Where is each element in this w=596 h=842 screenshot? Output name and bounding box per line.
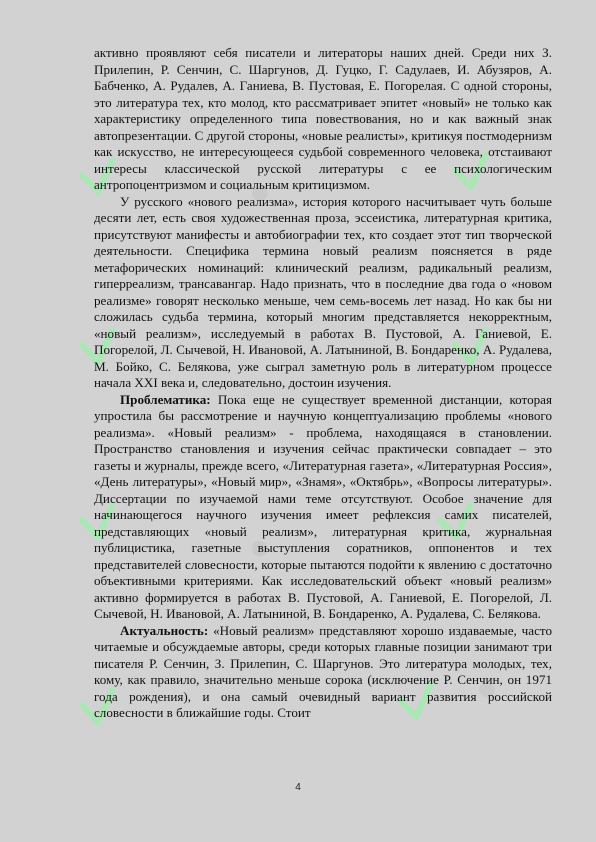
paragraph: У русского «нового реализма», история которого насчитывает чуть больше десяти лет, есть своя художественная проза, эссеистика, литературная критика, присутствуют манифесты и автобиографии тех, кто создает этот тип творческой деятельности. Специфика термина новый реализм поясняется в ряде метафорических номинаций: клинический реализм, радикальный реализм, гиперреализм, трансавангар. Надо признать, что в последние два года о «новом реализме» говорят несколько меньше, чем семь-восемь лет назад. Но как бы ни сложилась судьба термина, который многим представляется некорректным, «новый реализм», исследуемый в работах В. Пустовой, А. Ганиевой, Е. Погорелой, Л. Сычевой, Н. Ивановой, А. Латыниной, В. Бондаренко, А. Рудалева, М. Бойко, С. Белякова, уже сыграл заметную роль в литературном процессе начала XXI века и, следовательно, достоин изучения. — [94, 193, 552, 390]
paragraph: активно проявляют себя писатели и литераторы наших дней. Среди них З. Прилепин, Р. Сенчин, С. Шаргунов, Д. Гуцко, Г. Садулаев, И. Абузяров, А. Бабченко, А. Рудалев, А. Ганиева, В. Пустовая, Е. Погорелая. С одной стороны, это литература тех, кто молод, кто рассматривает эпитет «новый» не только как характеристику определенного типа повествования, но и как важный знак автопрезентации. С другой стороны, «новые реалисты», критикуя постмодернизм как искусство, не интересующееся судьбой современного человека, отстаивают интересы классической русской литературы с ее психологическим антропоцентризмом и социальным критицизмом. — [94, 45, 552, 192]
watermark-text-mark: • — [234, 518, 285, 579]
watermark-text-mark: • — [234, 163, 285, 224]
section-label-problematics: Проблематика: — [120, 391, 211, 407]
document-body — [94, 45, 552, 722]
paragraph-text: Пока еще не существует временной дистанции, которая упростила бы рассмотрение и научную концептуализацию проблемы «нового реализма». «Новый реализм» - проблема, находящаяся в становлении. Пространство становления и изучения сейчас практически совпадает – это газеты и журналы, прежде всего, «Литературная газета», «Литературная Россия», «День литературы», «Новый мир», «Знамя», «Октябрь», «Вопросы литературы». Диссертации по изучаемой нами теме отсутствуют. Особое значение для начинающегося научного изучения имеет рефлексия самих писателей, представляющих «новый реализм», литературная критика, журнальная публицистика, газетные выступления соратников, оппонентов и тех представителей словесности, которые пытаются подойти к явлению с достаточно объективными критериями. Как исследовательский объект «новый реализм» активно формируется в работах В. Пустовой, А. Ганиевой, Е. Погорелой, Л. Сычевой, Н. Ивановой, А. Латыниной, В. Бондаренко, А. Рудалева, С. Белякова. — [94, 391, 552, 621]
paragraph-problematics — [94, 392, 552, 623]
section-label-relevance: Актуальность: — [120, 622, 209, 638]
watermark-text-mark: • — [461, 659, 512, 720]
paragraph-relevance — [94, 623, 552, 722]
page-number: 4 — [295, 782, 301, 793]
paragraph-text: «Новый реализм» представляют хорошо издаваемые, часто читаемые и обсуждаемые авторы, среди которых главные позиции занимают три писателя Р. Сенчин, З. Прилепин, С. Шаргунов. Это литература молодых, тех, кому, как правило, значительно меньше сорока (исключение Р. Сенчин, он 1971 года рождения), и она самый очевидный вариант развития российской словесности в ближайшие годы. Стоит — [94, 622, 552, 720]
